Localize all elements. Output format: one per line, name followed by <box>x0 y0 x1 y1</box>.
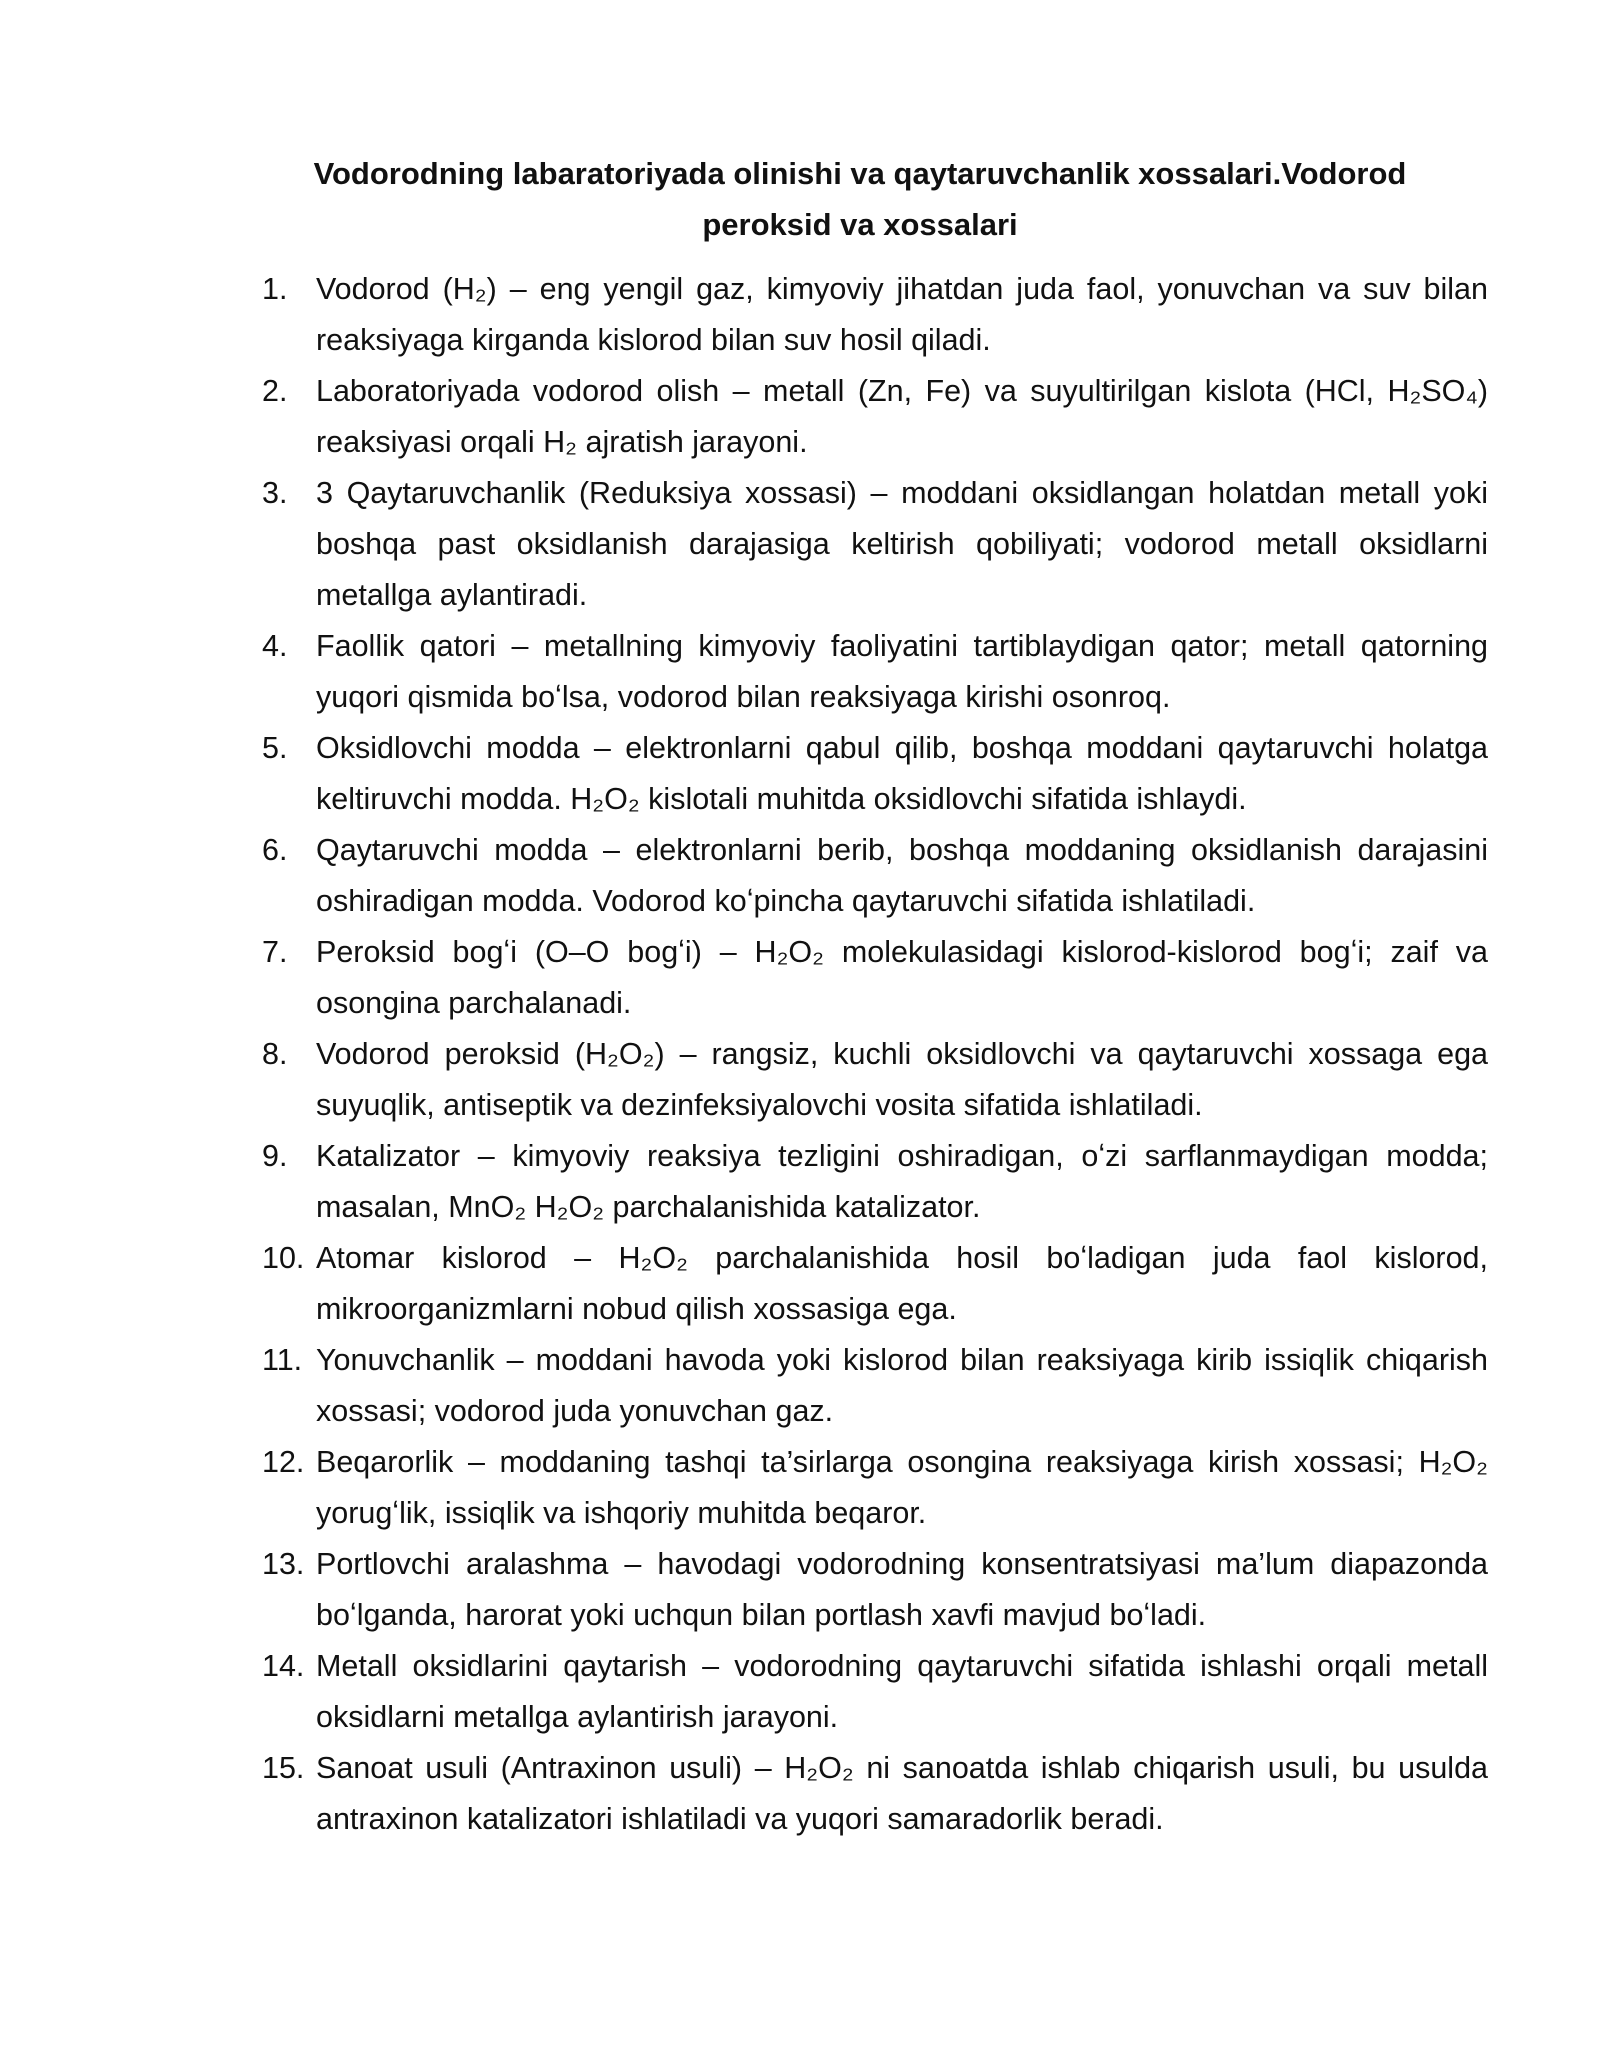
item-number: 9. <box>262 1139 288 1173</box>
list-item <box>262 1641 1488 1743</box>
list-item <box>262 468 1488 621</box>
item-text: 3 Qaytaruvchanlik (Reduksiya xossasi) – moddani oksidlangan holatdan metall yoki boshqa past oksidlanish darajasiga keltirish qobiliyati; vodorod metall oksidlarni metallga aylantiradi. <box>316 476 1488 612</box>
list-item <box>262 264 1488 366</box>
item-text: Qaytaruvchi modda – elektronlarni berib, boshqa moddaning oksidlanish darajasini oshiradigan modda. Vodorod koʻpincha qaytaruvchi sifatida ishlatiladi. <box>316 833 1488 918</box>
item-text: Sanoat usuli (Antraxinon usuli) – H₂O₂ ni sanoatda ishlab chiqarish usuli, bu usulda antraxinon katalizatori ishlatiladi va yuqori samaradorlik beradi. <box>316 1751 1488 1836</box>
item-text: Vodorod peroksid (H₂O₂) – rangsiz, kuchli oksidlovchi va qaytaruvchi xossaga ega suyuqlik, antiseptik va dezinfeksiyalovchi vosita sifatida ishlatiladi. <box>316 1037 1488 1122</box>
document-title: Vodorodning labaratoriyada olinishi va qaytaruvchanlik xossalari.Vodorod peroksid va xossalari <box>313 156 1407 242</box>
item-number: 2. <box>262 374 288 408</box>
list-item <box>262 621 1488 723</box>
item-number: 1. <box>262 272 288 306</box>
list-item <box>262 1437 1488 1539</box>
item-text: Vodorod (H₂) – eng yengil gaz, kimyoviy jihatdan juda faol, yonuvchan va suv bilan reaksiyaga kirganda kislorod bilan suv hosil qiladi. <box>316 272 1488 357</box>
item-number: 5. <box>262 731 288 765</box>
list-item <box>262 1539 1488 1641</box>
list-item <box>262 825 1488 927</box>
item-text: Portlovchi aralashma – havodagi vodorodning konsentratsiyasi ma’lum diapazonda boʻlganda, harorat yoki uchqun bilan portlash xavfi mavjud boʻladi. <box>316 1547 1488 1632</box>
list-item <box>262 927 1488 1029</box>
item-number: 11. <box>262 1343 303 1377</box>
item-text: Faollik qatori – metallning kimyoviy faoliyatini tartiblaydigan qator; metall qatorning yuqori qismida boʻlsa, vodorod bilan reaksiyaga kirishi osonroq. <box>316 629 1488 714</box>
item-number: 10. <box>262 1241 305 1275</box>
item-number: 4. <box>262 629 288 663</box>
item-text: Beqarorlik – moddaning tashqi ta’sirlarga osongina reaksiyaga kirish xossasi; H₂O₂ yorugʻlik, issiqlik va ishqoriy muhitda beqaror. <box>316 1445 1488 1530</box>
item-number: 3. <box>262 476 288 510</box>
item-number: 15. <box>262 1751 305 1785</box>
list-item <box>262 1335 1488 1437</box>
list-item <box>262 1743 1488 1845</box>
list-item <box>262 366 1488 468</box>
list-item <box>262 1233 1488 1335</box>
item-text: Metall oksidlarini qaytarish – vodorodning qaytaruvchi sifatida ishlashi orqali metall oksidlarni metallga aylantirish jarayoni. <box>316 1649 1488 1734</box>
item-number: 13. <box>262 1547 305 1581</box>
item-text: Peroksid bogʻi (O–O bogʻi) – H₂O₂ molekulasidagi kislorod-kislorod bogʻi; zaif va osongina parchalanadi. <box>316 935 1488 1020</box>
list-item <box>262 1131 1488 1233</box>
item-number: 14. <box>262 1649 305 1683</box>
item-number: 6. <box>262 833 288 867</box>
list-item <box>262 723 1488 825</box>
item-text: Katalizator – kimyoviy reaksiya tezligini oshiradigan, oʻzi sarflanmaydigan modda; masalan, MnO₂ H₂O₂ parchalanishida katalizator. <box>316 1139 1488 1224</box>
item-number: 7. <box>262 935 288 969</box>
item-text: Atomar kislorod – H₂O₂ parchalanishida hosil boʻladigan juda faol kislorod, mikroorganizmlarni nobud qilish xossasiga ega. <box>316 1241 1488 1326</box>
item-text: Yonuvchanlik – moddani havoda yoki kislorod bilan reaksiyaga kirib issiqlik chiqarish xossasi; vodorod juda yonuvchan gaz. <box>316 1343 1488 1428</box>
item-text: Oksidlovchi modda – elektronlarni qabul qilib, boshqa moddani qaytaruvchi holatga keltiruvchi modda. H₂O₂ kislotali muhitda oksidlovchi sifatida ishlaydi. <box>316 731 1488 816</box>
item-number: 12. <box>262 1445 305 1479</box>
definition-list <box>262 264 1488 1845</box>
list-item <box>262 1029 1488 1131</box>
item-number: 8. <box>262 1037 288 1071</box>
item-text: Laboratoriyada vodorod olish – metall (Zn, Fe) va suyultirilgan kislota (HCl, H₂SO₄) reaksiyasi orqali H₂ ajratish jarayoni. <box>316 374 1488 459</box>
